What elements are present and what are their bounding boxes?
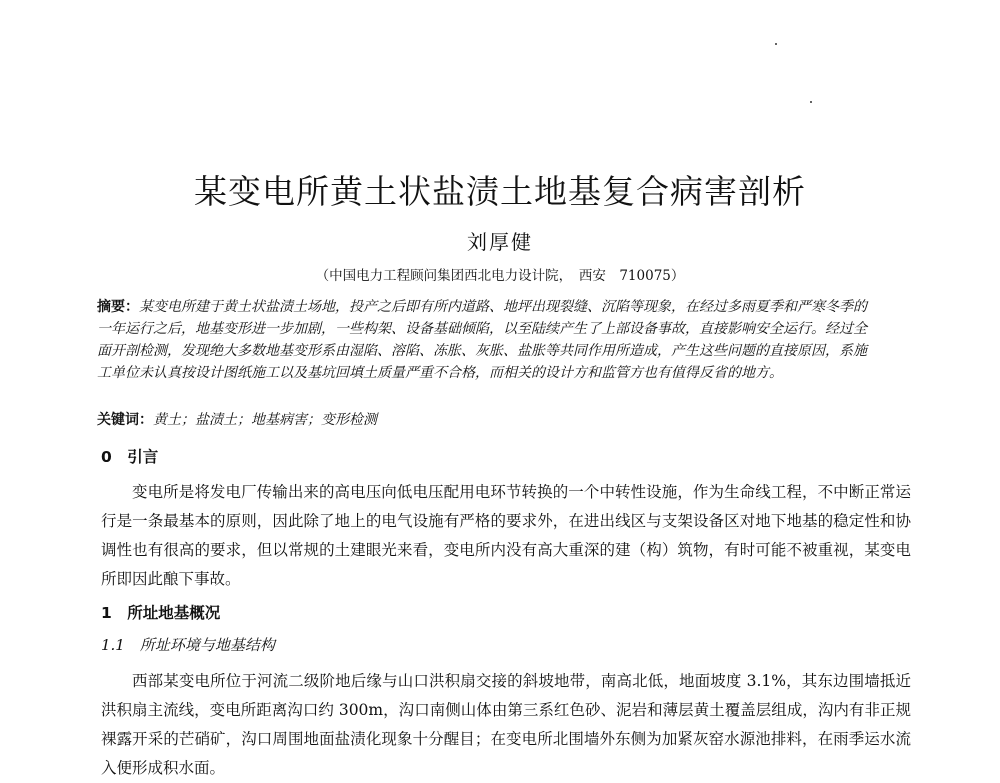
abstract-label: 摘要： (97, 299, 139, 315)
paper-title: 某变电所黄土状盐渍土地基复合病害剖析 (194, 172, 806, 211)
section-heading-intro: 0 引言 (101, 448, 159, 466)
intro-paragraph: 变电所是将发电厂传输出来的高电压向低电压配用电环节转换的一个中转性设施，作为生命线工程，不中断正常运行是一条最基本的原则，因此除了地上的电气设施有严格的要求外，在进出线区与支架设备区对地下地基的稳定性和协调性也有很高的要求，但以常规的土建眼光来看，变电所内没有高大重深的建（构）筑物，有时可能不被重视，某变电所即因此酿下事故。 (101, 483, 911, 588)
keywords-text: 黄土；盐渍土；地基病害；变形检测 (153, 412, 377, 428)
abstract-text: 某变电所建于黄土状盐渍土场地，投产之后即有所内道路、地坪出现裂缝、沉陷等现象，在经过多雨夏季和严寒冬季的一年运行之后，地基变形进一步加剧，一些构架、设备基础倾陷，以至陆续产生了上部设备事故，直接影响安全运行。经过全面开剖检测，发现绝大多数地基变形系由湿陷、溶陷、冻胀、灰胀、盐胀等共同作用所造成，产生这些问题的直接原因，系施工单位未认真按设计图纸施工以及基坑回填土质量严重不合格，而相关的设计方和监管方也有值得反省的地方。 (97, 299, 867, 381)
keywords (97, 409, 867, 431)
abstract (97, 296, 867, 384)
scan-speck (810, 101, 812, 103)
environment-paragraph: 西部某变电所位于河流二级阶地后缘与山口洪积扇交接的斜坡地带，南高北低，地面坡度 3.1%，其东边围墙抵近洪积扇主流线，变电所距离沟口约 300m，沟口南侧山体由第三系红色砂、泥岩和薄层黄土覆盖层组成，沟内有非正规裸露开采的芒硝矿，沟口周围地面盐渍化现象十分醒目；在变电所北围墙外东侧为加紧灰窑水源池排料，在雨季运水流入便形成积水面。 (101, 672, 911, 777)
keywords-label: 关键词： (97, 412, 153, 428)
section-heading-site: 1 所址地基概况 (101, 604, 221, 622)
subsection-heading-environment: 1.1 所址环境与地基结构 (101, 636, 275, 654)
author-affiliation: （中国电力工程顾问集团西北电力设计院， 西安 710075） (315, 268, 685, 284)
author-name: 刘厚健 (467, 230, 533, 254)
scan-speck (775, 43, 777, 45)
